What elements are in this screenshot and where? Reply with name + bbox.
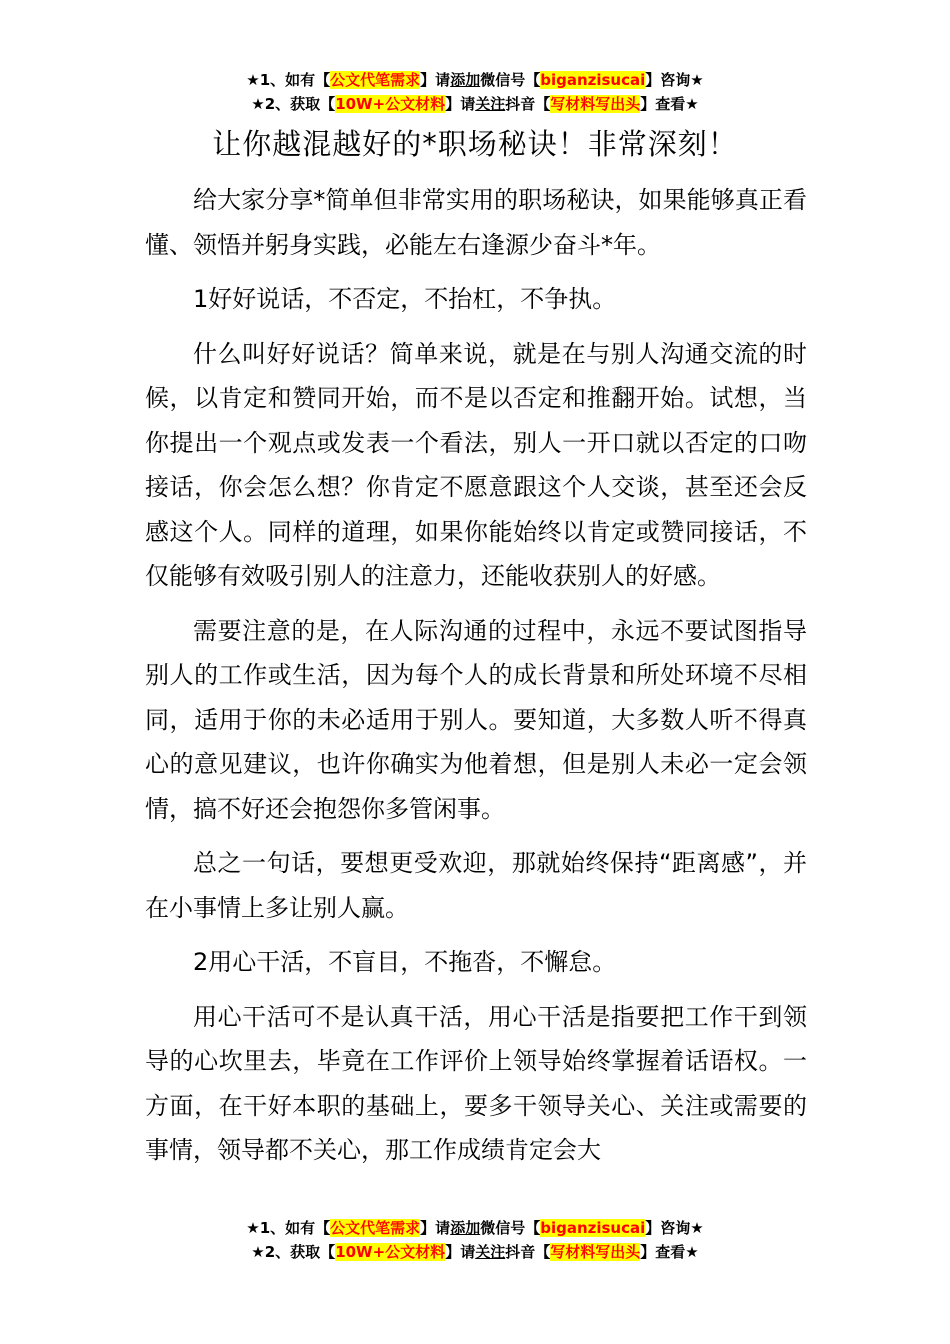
banner-text: 抖音【 xyxy=(505,1243,551,1261)
document-body xyxy=(145,178,807,1183)
banner-highlight: 公文代笔需求 xyxy=(330,71,421,89)
banner-text: ★2、获取【 xyxy=(251,95,336,113)
paragraph: 给大家分享*简单但非常实用的职场秘诀，如果能够真正看懂、领悟并躬身实践，必能左右逢源少奋斗*年。 xyxy=(145,186,807,259)
banner-highlight: 10W+公文材料 xyxy=(335,95,446,113)
banner-text: 】查看★ xyxy=(640,95,699,113)
section-heading: 1好好说话，不否定，不抬杠，不争执。 xyxy=(193,285,617,313)
banner-text: ★1、如有【 xyxy=(246,71,331,89)
banner-line-2 xyxy=(0,1240,950,1264)
banner-highlight: biganzisucai xyxy=(540,71,646,89)
banner-text: 微信号【 xyxy=(480,1219,541,1237)
paragraph: 总之一句话，要想更受欢迎，那就始终保持“距离感”，并在小事情上多让别人赢。 xyxy=(145,849,807,922)
banner-emphasis: 关注 xyxy=(475,95,506,113)
paragraph: 用心干活可不是认真干活，用心干活是指要把工作干到领导的心坎里去，毕竟在工作评价上领导始终掌握着话语权。一方面，在干好本职的基础上，要多干领导关心、关注或需要的事情，领导都不关心，那工作成绩肯定会大 xyxy=(145,1002,807,1164)
banner-text: 抖音【 xyxy=(505,95,551,113)
banner-highlight: 写材料写出头 xyxy=(550,95,641,113)
paragraph: 什么叫好好说话？简单来说，就是在与别人沟通交流的时候，以肯定和赞同开始，而不是以否定和推翻开始。试想，当你提出一个观点或发表一个看法，别人一开口就以否定的口吻接话，你会怎么想？你肯定不愿意跟这个人交谈，甚至还会反感这个人。同样的道理，如果你能始终以肯定或赞同接话，不仅能够有效吸引别人的注意力，还能收获别人的好感。 xyxy=(145,339,807,590)
banner-text: 】请 xyxy=(420,71,451,89)
banner-highlight: biganzisucai xyxy=(540,1219,646,1237)
banner-highlight: 公文代笔需求 xyxy=(330,1219,421,1237)
banner-emphasis: 关注 xyxy=(475,1243,506,1261)
footer-banner xyxy=(0,1216,950,1264)
banner-text: 】请 xyxy=(445,1243,476,1261)
section-heading: 2用心干活，不盲目，不拖沓，不懈怠。 xyxy=(193,948,617,976)
banner-line-2 xyxy=(0,92,950,116)
banner-emphasis: 添加 xyxy=(450,71,481,89)
banner-text: 】查看★ xyxy=(640,1243,699,1261)
banner-text: 】咨询★ xyxy=(645,71,704,89)
banner-text: ★2、获取【 xyxy=(251,1243,336,1261)
paragraph: 需要注意的是，在人际沟通的过程中，永远不要试图指导别人的工作或生活，因为每个人的成长背景和所处环境不尽相同，适用于你的未必适用于别人。要知道，大多数人听不得真心的意见建议，也许你确实为他着想，但是别人未必一定会领情，搞不好还会抱怨你多管闲事。 xyxy=(145,616,807,823)
banner-emphasis: 添加 xyxy=(450,1219,481,1237)
banner-line-1 xyxy=(0,1216,950,1240)
banner-highlight: 写材料写出头 xyxy=(550,1243,641,1261)
banner-line-1 xyxy=(0,68,950,92)
banner-text: 】请 xyxy=(445,95,476,113)
document-title: 让你越混越好的*职场秘诀！非常深刻！ xyxy=(212,127,738,161)
banner-highlight: 10W+公文材料 xyxy=(335,1243,446,1261)
banner-text: 】请 xyxy=(420,1219,451,1237)
banner-text: 微信号【 xyxy=(480,71,541,89)
header-banner xyxy=(0,68,950,116)
banner-text: ★1、如有【 xyxy=(246,1219,331,1237)
banner-text: 】咨询★ xyxy=(645,1219,704,1237)
